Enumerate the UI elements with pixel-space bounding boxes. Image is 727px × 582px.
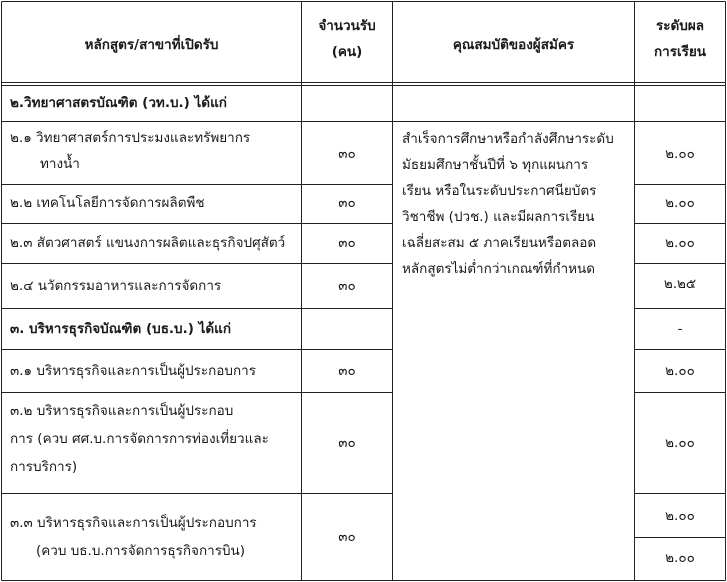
- faculty3-gpa-dash: -: [677, 321, 683, 337]
- row-3-1-capacity: ๓๐: [338, 363, 356, 379]
- row-2-3-name: ๒.๓ สัตวศาสตร์ แขนงการผลิตและธุรกิจปศุสัตว์: [10, 235, 286, 251]
- row-2-2-capacity: ๓๐: [338, 195, 356, 211]
- header-capacity-line1: จำนวนรับ: [318, 18, 376, 34]
- header-gpa-line2: การเรียน: [653, 43, 706, 60]
- row-2-3-capacity: ๓๐: [338, 235, 356, 251]
- qualification-line: สำเร็จการศึกษาหรือกำลังศึกษาระดับ: [402, 131, 614, 147]
- faculty3-title: ๓. บริหารธุรกิจบัณฑิต (บธ.บ.) ได้แก่: [10, 321, 232, 337]
- qualification-line: เฉลี่ยสะสม ๕ ภาคเรียนหรือตลอด: [402, 235, 597, 251]
- row-2-1-name: [10, 125, 300, 178]
- row-3-2-name-line3: การบริการ): [10, 459, 78, 475]
- row-3-3-capacity: ๓๐: [338, 529, 356, 545]
- header-qualification: คุณสมบัติของผู้สมัคร: [452, 37, 575, 53]
- row-2-1-name-line1: ๒.๑ วิทยาศาสตร์การประมงและทรัพยากร: [10, 130, 251, 146]
- header-capacity-line2: (คน): [331, 43, 363, 60]
- row-2-4-gpa: ๒.๒๕: [663, 276, 697, 292]
- row-3-2-name-line1: ๓.๒ บริหารธุรกิจและการเป็นผู้ประกอบ: [10, 403, 234, 419]
- row-2-2-name: ๒.๒ เทคโนโลยีการจัดการผลิตพืช: [10, 195, 205, 211]
- qualification-line: เรียน หรือในระดับประกาศนียบัตร: [402, 183, 597, 199]
- qualification-line: หลักสูตรไม่ต่ำกว่าเกณฑ์ที่กำหนด: [402, 261, 596, 277]
- row-3-3-gpa: ๒.๐๐: [665, 508, 695, 524]
- row-3-1-name: ๓.๑ บริหารธุรกิจและการเป็นผู้ประกอบการ: [10, 363, 256, 379]
- row-2-1-capacity: ๓๐: [338, 146, 356, 162]
- row-3-2-name-line2: การ (ควบ ศศ.บ.การจัดการการท่องเที่ยวและ: [10, 431, 269, 447]
- row-2-3-gpa: ๒.๐๐: [665, 235, 695, 251]
- row-3-3-name: [10, 509, 300, 565]
- row-3-2-name: [10, 397, 300, 481]
- row-3-3-gpa-2: ๒.๐๐: [665, 550, 695, 566]
- row-3-3-name-line1: ๓.๓ บริหารธุรกิจและการเป็นผู้ประกอบการ: [10, 515, 257, 531]
- row-2-4-name: ๒.๔ นวัตกรรมอาหารและการจัดการ: [10, 278, 222, 294]
- row-2-1-gpa: ๒.๐๐: [665, 146, 695, 162]
- qualification-text: [402, 126, 634, 282]
- header-program: หลักสูตร/สาขาที่เปิดรับ: [84, 37, 219, 53]
- faculty2-title: ๒.วิทยาศาสตรบัณฑิต (วท.บ.) ได้แก่: [10, 95, 227, 111]
- header-capacity: [302, 14, 392, 65]
- row-2-2-gpa: ๒.๐๐: [665, 195, 695, 211]
- row-2-4-capacity: ๓๐: [338, 278, 356, 294]
- row-3-2-capacity: ๓๐: [338, 435, 356, 451]
- qualification-line: วิชาชีพ (ปวช.) และมีผลการเรียน: [402, 209, 595, 225]
- row-3-2-gpa: ๒.๐๐: [665, 435, 695, 451]
- qualification-line: มัธยมศึกษาชั้นปีที่ ๖ ทุกแผนการ: [402, 157, 589, 173]
- row-3-3-name-line2: (ควบ บธ.บ.การจัดการธุรกิจการบิน): [36, 543, 246, 559]
- header-gpa-line1: ระดับผล: [655, 18, 705, 34]
- header-gpa: [635, 14, 725, 65]
- row-2-1-name-line2: ทางน้ำ: [40, 156, 80, 173]
- row-3-1-gpa: ๒.๐๐: [665, 363, 695, 379]
